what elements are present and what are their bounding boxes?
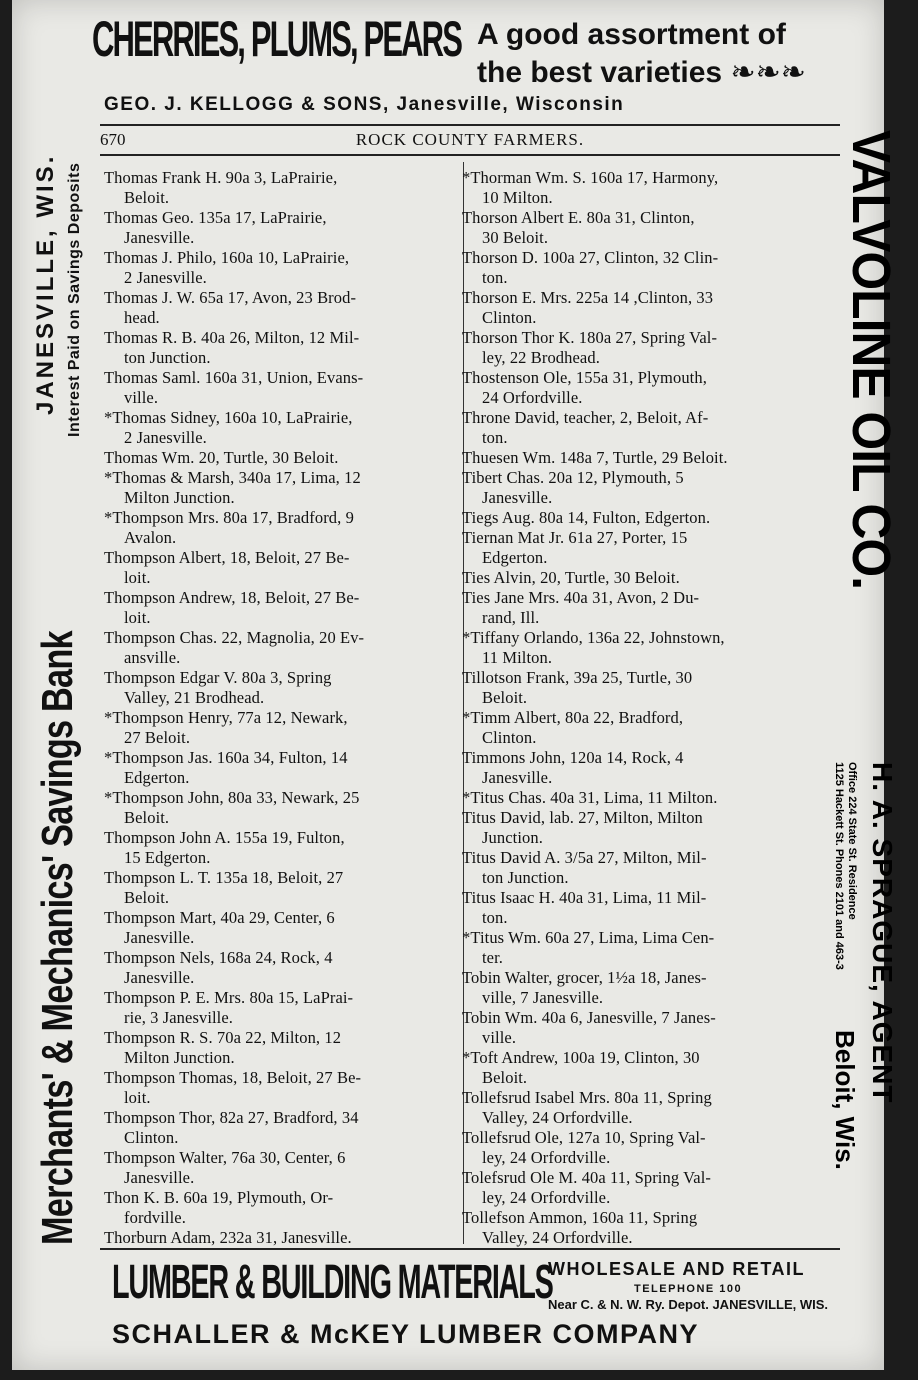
oil-agent: H. A. SPRAGUE, AGENT [867,762,898,1104]
entry-line: Titus Isaac H. 40a 31, Lima, 11 Mil- [462,888,707,907]
entry-continuation: ville, 7 Janesville. [482,988,604,1007]
entry-continuation: ton. [482,268,508,287]
page-number: 670 [100,130,126,149]
entry-continuation: ton. [482,908,508,927]
directory-entry [104,1068,454,1108]
entry-line: Thompson Nels, 168a 24, Rock, 4 [104,948,333,967]
directory-entry [104,408,454,448]
entry-continuation: Valley, 21 Brodhead. [124,688,265,707]
directory-entry [104,628,454,668]
entry-line: *Timm Albert, 80a 22, Bradford, [462,708,684,727]
directory-entry [104,708,454,748]
entry-continuation: Beloit. [124,808,170,827]
entry-continuation: Avalon. [124,528,177,547]
directory-entry [462,1168,824,1208]
entry-continuation: 2 Janesville. [124,268,207,287]
entry-line: *Toft Andrew, 100a 19, Clinton, 30 [462,1048,700,1067]
entry-continuation: ley, 24 Orfordville. [482,1148,611,1167]
directory-page [12,0,884,1370]
directory-entry [462,888,824,928]
directory-entry [104,168,454,208]
directory-entry [462,168,824,208]
entry-line: Thomas Frank H. 90a 3, LaPrairie, [104,168,338,187]
directory-entry [462,1088,824,1128]
directory-entry [104,1188,454,1228]
entry-line: Thompson Thor, 82a 27, Bradford, 34 [104,1108,359,1127]
directory-entry [104,368,454,408]
entry-line: Thorson Thor K. 180a 27, Spring Val- [462,328,718,347]
directory-entry [104,248,454,288]
directory-entry [462,668,824,708]
directory-entry [462,968,824,1008]
directory-entry [462,1208,824,1248]
directory-entry [462,288,824,328]
directory-entry [104,1108,454,1148]
directory-entry [462,588,824,628]
directory-entry [462,848,824,888]
entry-line: Thompson Edgar V. 80a 3, Spring [104,668,332,687]
directory-entry [104,788,454,828]
directory-entry [462,208,824,248]
directory-entry [462,368,824,408]
running-title: ROCK COUNTY FARMERS. [355,130,585,149]
directory-entry [462,748,824,788]
entry-continuation: rie, 3 Janesville. [124,1008,234,1027]
entry-line: Thomas Saml. 160a 31, Union, Evans- [104,368,364,387]
entries-column-left [104,168,454,1248]
entry-line: Thompson P. E. Mrs. 80a 15, LaPrai- [104,988,354,1007]
directory-entry [104,1148,454,1188]
entry-continuation: Clinton. [124,1128,179,1147]
entry-line: *Thompson Jas. 160a 34, Fulton, 14 [104,748,348,767]
entry-line: Thompson Chas. 22, Magnolia, 20 Ev- [104,628,365,647]
oil-office-line: Office 224 State St. Residence [846,762,858,920]
entry-line: Thomas J. W. 65a 17, Avon, 23 Brod- [104,288,357,307]
directory-entry [462,708,824,748]
entry-continuation: loit. [124,608,151,627]
directory-entry [104,448,454,468]
directory-entry [104,328,454,368]
directory-entry [462,1128,824,1168]
oil-company: VALVOLINE OIL CO. [841,130,901,590]
entry-line: *Thorman Wm. S. 160a 17, Harmony, [462,168,719,187]
entry-line: Tollefsrud Isabel Mrs. 80a 11, Spring [462,1088,712,1107]
entry-continuation: 24 Orfordville. [482,388,583,407]
directory-entry [462,1048,824,1088]
bottom-ad-company: SCHALLER & McKEY LUMBER COMPANY [112,1319,700,1349]
entry-line: Titus David, lab. 27, Milton, Milton [462,808,703,827]
header-rule-bottom [100,154,840,156]
directory-entry [462,248,824,288]
entry-continuation: Beloit. [482,688,528,707]
entry-continuation: ter. [482,948,504,967]
entry-line: Tobin Wm. 40a 6, Janesville, 7 Janes- [462,1008,716,1027]
entry-continuation: ville. [482,1028,517,1047]
bottom-ad-depot: Near C. & N. W. Ry. Depot. JANESVILLE, WIS. [548,1297,829,1312]
entry-line: Ties Alvin, 20, Turtle, 30 Beloit. [462,568,680,587]
ornament-icon: ❧❧❧ [730,56,806,89]
directory-entry [462,468,824,508]
directory-entry [462,568,824,588]
entry-continuation: Junction. [482,828,543,847]
entry-line: Tollefson Ammon, 160a 11, Spring [462,1208,698,1227]
entry-continuation: Beloit. [124,888,170,907]
bank-name: Merchants' & Mechanics' Savings Bank [33,631,82,1245]
directory-entry [462,328,824,368]
entry-line: Tibert Chas. 20a 12, Plymouth, 5 [462,468,684,487]
entry-continuation: 10 Milton. [482,188,553,207]
entry-line: Tiernan Mat Jr. 61a 27, Porter, 15 [462,528,688,547]
directory-entry [462,788,824,808]
entry-line: *Thomas & Marsh, 340a 17, Lima, 12 [104,468,361,487]
entry-line: Titus David A. 3/5a 27, Milton, Mil- [462,848,707,867]
entry-continuation: Valley, 24 Orfordville. [482,1108,633,1127]
entry-line: Thon K. B. 60a 19, Plymouth, Or- [104,1188,334,1207]
entry-continuation: ansville. [124,648,181,667]
entry-line: *Titus Wm. 60a 27, Lima, Lima Cen- [462,928,715,947]
entry-continuation: ville. [124,388,159,407]
entry-continuation: 2 Janesville. [124,428,207,447]
bottom-advertisement [100,1255,842,1355]
oil-address-line: 1125 Hackett St. Phones 2101 and 463-3 [833,762,845,970]
entry-continuation: Milton Junction. [124,1048,235,1067]
directory-entry [104,908,454,948]
entry-line: Thomas Wm. 20, Turtle, 30 Beloit. [104,448,339,467]
directory-entry [104,1028,454,1068]
entry-line: Ties Jane Mrs. 40a 31, Avon, 2 Du- [462,588,700,607]
entry-line: Thompson Albert, 18, Beloit, 27 Be- [104,548,350,567]
oil-office [832,762,858,970]
entry-line: Thostenson Ole, 155a 31, Plymouth, [462,368,707,387]
entries-column-right [462,168,824,1248]
entry-line: Tobin Walter, grocer, 1½a 18, Janes- [462,968,707,987]
top-ad-tagline-2: the best varieties [477,56,723,89]
directory-entry [104,588,454,628]
entry-continuation: loit. [124,568,151,587]
entry-line: Thomas R. B. 40a 26, Milton, 12 Mil- [104,328,360,347]
entry-continuation: loit. [124,1088,151,1107]
directory-entry [462,928,824,968]
directory-entry [462,508,824,528]
entry-line: Tolefsrud Ole M. 40a 11, Spring Val- [462,1168,711,1187]
entry-line: Tollefsrud Ole, 127a 10, Spring Val- [462,1128,706,1147]
entry-line: Throne David, teacher, 2, Beloit, Af- [462,408,709,427]
directory-entry [462,808,824,848]
left-advertisement [32,125,102,1245]
entry-continuation: Janesville. [482,488,553,507]
entry-continuation: Beloit. [124,188,170,207]
right-advertisement [818,130,901,1240]
entry-continuation: 27 Beloit. [124,728,191,747]
entry-continuation: Beloit. [482,1068,528,1087]
entry-continuation: rand, Ill. [482,608,540,627]
entry-line: *Thomas Sidney, 160a 10, LaPrairie, [104,408,353,427]
entry-line: *Thompson John, 80a 33, Newark, 25 [104,788,360,807]
directory-entry [104,1228,454,1248]
entry-line: *Tiffany Orlando, 136a 22, Johnstown, [462,628,725,647]
entry-continuation: Edgerton. [124,768,190,787]
page-header [100,128,840,152]
entry-continuation: ton Junction. [482,868,569,887]
entry-line: Thomas Geo. 135a 17, LaPrairie, [104,208,327,227]
entry-line: Thompson Andrew, 18, Beloit, 27 Be- [104,588,360,607]
entry-line: Thorson E. Mrs. 225a 14 ,Clinton, 33 [462,288,714,307]
entry-line: Thorburn Adam, 232a 31, Janesville. [104,1228,352,1247]
oil-city: Beloit, Wis. [830,1030,860,1170]
entry-line: Thorson Albert E. 80a 31, Clinton, [462,208,695,227]
directory-entry [104,548,454,588]
top-ad-firm: GEO. J. KELLOGG & SONS, Janesville, Wisconsin [104,94,625,115]
directory-entry [462,628,824,668]
entry-continuation: ley, 22 Brodhead. [482,348,600,367]
entry-continuation: 11 Milton. [482,648,553,667]
directory-entry [462,1008,824,1048]
entry-continuation: head. [124,308,160,327]
top-ad-tagline-1: A good assortment of [477,18,786,51]
entry-continuation: Clinton. [482,728,537,747]
entry-continuation: fordville. [124,1208,186,1227]
directory-entry [104,468,454,508]
directory-entry [104,208,454,248]
entry-line: Tiegs Aug. 80a 14, Fulton, Edgerton. [462,508,711,527]
directory-entry [104,668,454,708]
bottom-ad-telephone: TELEPHONE 100 [634,1283,743,1295]
entry-continuation: Janesville. [124,1168,195,1187]
entry-line: *Titus Chas. 40a 31, Lima, 11 Milton. [462,788,718,807]
entry-line: Thuesen Wm. 148a 7, Turtle, 29 Beloit. [462,448,728,467]
entry-line: Thomas J. Philo, 160a 10, LaPrairie, [104,248,350,267]
entry-continuation: Valley, 24 Orfordville. [482,1228,633,1247]
directory-entry [462,448,824,468]
directory-entry [104,748,454,788]
entry-continuation: ton Junction. [124,348,211,367]
directory-entry [104,508,454,548]
entry-line: *Thompson Henry, 77a 12, Newark, [104,708,348,727]
entry-line: Thompson John A. 155a 19, Fulton, [104,828,345,847]
entry-continuation: Edgerton. [482,548,548,567]
entry-continuation: Janesville. [124,968,195,987]
entry-continuation: ley, 24 Orfordville. [482,1188,611,1207]
entry-line: Tillotson Frank, 39a 25, Turtle, 30 [462,668,693,687]
bottom-ad-headline: LUMBER & BUILDING MATERIALS [112,1256,553,1309]
entry-line: Thompson Walter, 76a 30, Center, 6 [104,1148,346,1167]
entry-continuation: Janesville. [124,228,195,247]
directory-entry [104,288,454,328]
entry-continuation: Clinton. [482,308,537,327]
entry-continuation: Janesville. [124,928,195,947]
entry-line: Thompson Thomas, 18, Beloit, 27 Be- [104,1068,362,1087]
entry-line: Timmons John, 120a 14, Rock, 4 [462,748,684,767]
entry-continuation: Janesville. [482,768,553,787]
directory-entry [462,528,824,568]
top-advertisement [92,11,832,122]
bank-interest: Interest Paid on Savings Deposits [66,162,83,437]
top-ad-tagline [477,16,837,92]
entry-continuation: 30 Beloit. [482,228,549,247]
directory-entry [462,408,824,448]
entry-continuation: Milton Junction. [124,488,235,507]
bottom-ad-wholesale: WHOLESALE AND RETAIL [548,1259,805,1279]
entry-line: Thompson L. T. 135a 18, Beloit, 27 [104,868,344,887]
directory-entry [104,948,454,988]
header-rule-top [100,124,840,126]
bank-city: JANESVILLE, WIS. [32,153,59,415]
top-ad-headline: CHERRIES, PLUMS, PEARS [92,11,462,67]
directory-entry [104,828,454,868]
entry-line: *Thompson Mrs. 80a 17, Bradford, 9 [104,508,354,527]
entry-continuation: ton. [482,428,508,447]
entry-line: Thompson Mart, 40a 29, Center, 6 [104,908,335,927]
entry-continuation: 15 Edgerton. [124,848,211,867]
entry-line: Thompson R. S. 70a 22, Milton, 12 [104,1028,342,1047]
entry-line: Thorson D. 100a 27, Clinton, 32 Clin- [462,248,719,267]
directory-entry [104,988,454,1028]
directory-entry [104,868,454,908]
footer-rule [100,1248,840,1250]
